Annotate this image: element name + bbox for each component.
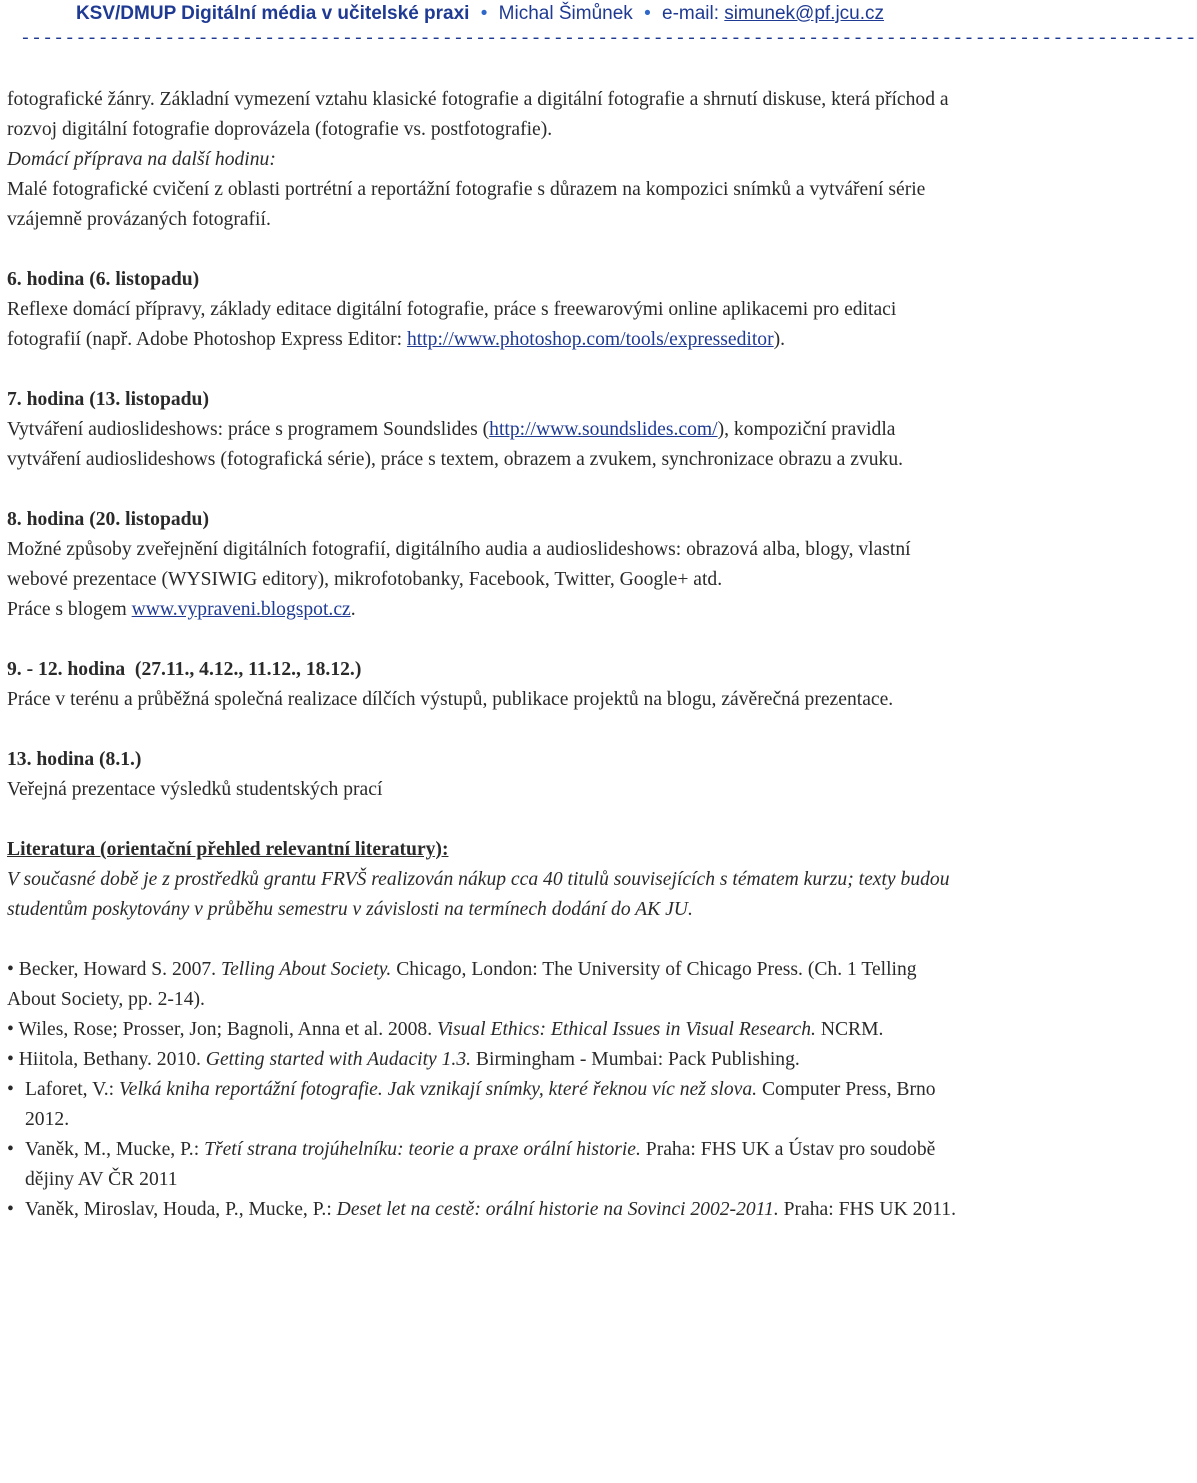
separator-dot: •: [480, 3, 488, 24]
literature-item: • Vaněk, M., Mucke, P.: Třetí strana trojúhelníku: teorie a praxe orální historie. Praha: FHS UK a Ústav pro soudobě dějiny AV ČR 2011: [7, 1135, 957, 1195]
blog-link[interactable]: www.vypraveni.blogspot.cz: [131, 599, 351, 620]
literature-note: V současné době je z prostředků grantu FRVŠ realizován nákup cca 40 titulů souvisejících s tématem kurzu; texty budou studentům poskytovány v průběhu semestru v závislosti na termínech dodání do AK JU.: [7, 869, 950, 920]
intro-paragraph: fotografické žánry. Základní vymezení vztahu klasické fotografie a digitální fotografie a shrnutí diskuse, která příchod a rozvoj digitální fotografie doprovázela (fotografie vs. postfotografie).: [7, 89, 949, 140]
lesson-8-text: Možné způsoby zveřejnění digitálních fotografií, digitálního audia a audioslideshows: obrazová alba, blogy, vlastní webové prezentace (WYSIWIG editory), mikrofotobanky, Facebook, Twitter, Google+ atd.: [7, 539, 911, 590]
header-dashed-rule: ----------------------------------------------------------------------------------------------------------: [20, 29, 1197, 49]
author-name: Michal Šimůnek: [498, 3, 633, 24]
homework-text: Malé fotografické cvičení z oblasti portrétní a reportážní fotografie s důrazem na kompozici snímků a vytváření série vzájemně provázaných fotografií.: [7, 179, 926, 230]
lesson-8-blog: Práce s blogem www.vypraveni.blogspot.cz.: [7, 599, 356, 620]
literature-heading: Literatura (orientační přehled relevantní literatury):: [7, 839, 449, 860]
literature-item: • Vaněk, Miroslav, Houda, P., Mucke, P.: Deset let na cestě: orální historie na Sovinci 2002-2011. Praha: FHS UK 2011.: [7, 1195, 957, 1225]
photoshop-link[interactable]: http://www.photoshop.com/tools/expresseditor: [406, 329, 774, 350]
lesson-6-text: Reflexe domácí přípravy, základy editace digitální fotografie, práce s freewarovými online aplikacemi pro editaci fotografií (např. Adobe Photoshop Express Editor: http://www.photoshop.com/tools/expresseditor).: [7, 299, 897, 350]
email-label: e-mail:: [662, 3, 720, 24]
email-link[interactable]: simunek@pf.jcu.cz: [724, 3, 885, 24]
separator-dot: •: [644, 3, 651, 24]
homework-label: Domácí příprava na další hodinu:: [7, 149, 276, 170]
lesson-9-12-text: Práce v terénu a průběžná společná realizace dílčích výstupů, publikace projektů na blogu, závěrečná prezentace.: [7, 689, 894, 710]
lesson-9-12-title: 9. - 12. hodina (27.11., 4.12., 11.12., 18.12.): [7, 659, 362, 680]
lesson-7-title: 7. hodina (13. listopadu): [7, 389, 209, 410]
lesson-13-title: 13. hodina (8.1.): [7, 749, 142, 770]
document-body: [7, 85, 957, 1225]
literature-item: • Becker, Howard S. 2007. Telling About Society. Chicago, London: The University of Chicago Press. (Ch. 1 Telling About Society, pp. 2-14).: [7, 959, 917, 1010]
literature-list: [7, 955, 957, 1225]
lesson-8-title: 8. hodina (20. listopadu): [7, 509, 209, 530]
soundslides-link[interactable]: http://www.soundslides.com/: [489, 419, 718, 440]
course-title: KSV/DMUP Digitální média v učitelské praxi: [75, 3, 470, 24]
literature-item: • Hiitola, Bethany. 2010. Getting started with Audacity 1.3. Birmingham - Mumbai: Pack Publishing.: [7, 1049, 800, 1070]
header-line: [0, 3, 960, 25]
lesson-13-text: Veřejná prezentace výsledků studentských prací: [7, 779, 383, 800]
lesson-6-title: 6. hodina (6. listopadu): [7, 269, 200, 290]
literature-item: • Wiles, Rose; Prosser, Jon; Bagnoli, Anna et al. 2008. Visual Ethics: Ethical Issues in Visual Research. NCRM.: [7, 1019, 884, 1040]
literature-item: • Laforet, V.: Velká kniha reportážní fotografie. Jak vznikají snímky, které řeknou víc než slova. Computer Press, Brno 2012.: [7, 1075, 957, 1135]
lesson-7-text: Vytváření audioslideshows: práce s programem Soundslides (http://www.soundslides.com/), kompoziční pravidla vytváření audioslideshows (fotografická série), práce s textem, obrazem a zvukem, synchronizace obrazu a zvuku.: [7, 419, 904, 470]
